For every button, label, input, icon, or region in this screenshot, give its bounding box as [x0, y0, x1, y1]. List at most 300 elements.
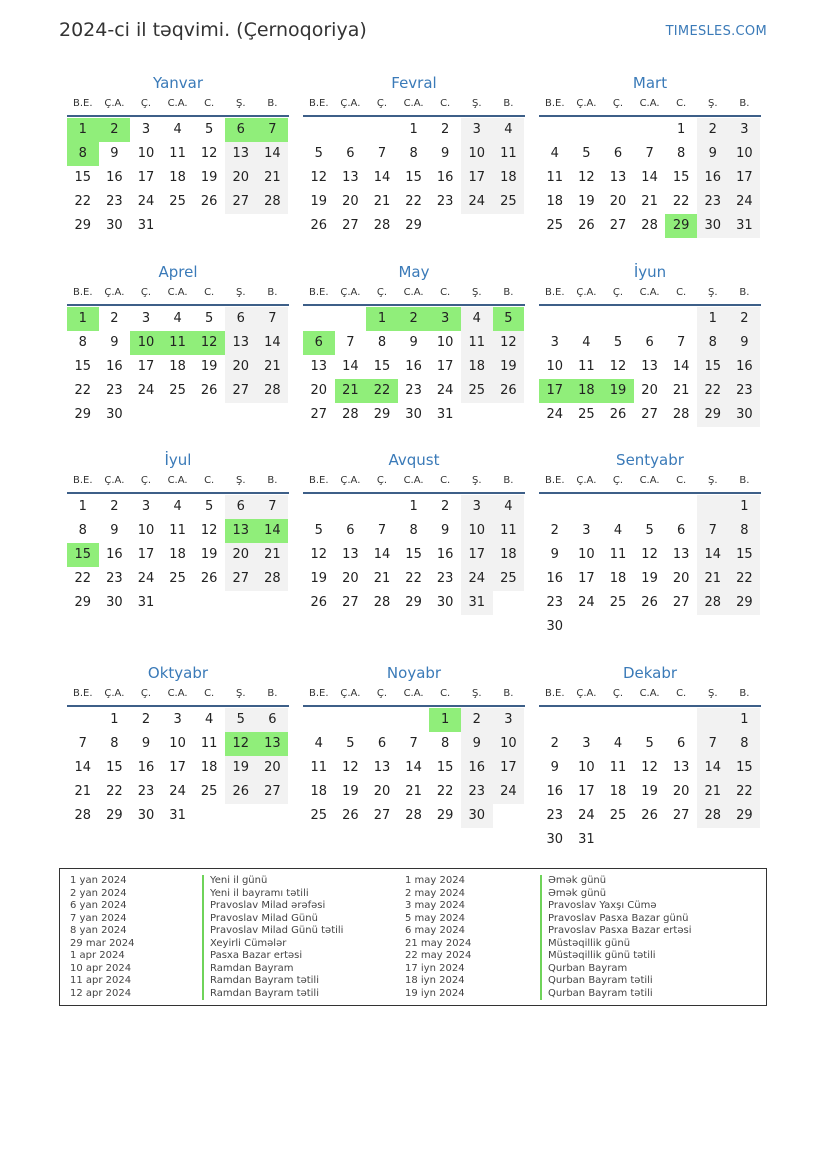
- weekday-label: C.: [440, 475, 451, 486]
- day-cell: 20: [342, 571, 359, 586]
- empty-cell: [602, 307, 634, 331]
- day-cell: 20: [342, 194, 359, 209]
- empty-cell: [602, 708, 634, 732]
- legend-names-left: [202, 875, 343, 1000]
- empty-cell: [335, 708, 367, 732]
- day-cell: 4: [493, 118, 525, 142]
- empty-cell: [634, 118, 666, 142]
- day-cell: 4: [493, 495, 525, 519]
- day-cell: 29: [405, 218, 422, 233]
- day-cell: 10: [546, 359, 564, 374]
- day-cell: 7: [78, 736, 87, 751]
- day-cell: 20: [672, 784, 690, 799]
- day-cell: 5: [645, 736, 654, 751]
- day-cell: 21: [405, 784, 422, 799]
- brand-link[interactable]: TIMESLES.COM: [665, 24, 767, 39]
- legend-date: 5 may 2024: [405, 912, 465, 924]
- day-cell: 28: [405, 808, 422, 823]
- day-cell: 23: [436, 194, 454, 209]
- empty-cell: [67, 708, 99, 732]
- day-cell: 8: [110, 736, 119, 751]
- day-cell: 13: [342, 170, 359, 185]
- day-cell: 18: [493, 543, 525, 567]
- day-cell: 13: [225, 331, 257, 355]
- day-cell: 30: [461, 804, 493, 828]
- weekday-header: [303, 683, 525, 707]
- day-cell: 11: [169, 523, 186, 538]
- empty-cell: [335, 495, 367, 519]
- day-cell: 3: [141, 122, 151, 137]
- day-cell: 22: [729, 780, 761, 804]
- month-name: Yanvar: [152, 74, 204, 92]
- day-cell: 31: [137, 218, 155, 233]
- weekday-header: [303, 282, 525, 306]
- day-cell: 17: [137, 170, 155, 185]
- day-cell: 28: [342, 407, 359, 422]
- day-cell: 15: [405, 170, 422, 185]
- day-cell: 13: [257, 732, 289, 756]
- day-cell: 2: [550, 523, 559, 538]
- day-cell: 22: [106, 784, 123, 799]
- day-cell: 7: [677, 335, 686, 350]
- day-cell: 24: [461, 190, 493, 214]
- day-cell: 30: [106, 218, 123, 233]
- day-cell: 25: [609, 808, 627, 823]
- legend-date: 2 yan 2024: [70, 887, 127, 899]
- legend-holiday-name: Pravoslav Milad Günü: [202, 913, 343, 926]
- weekday-label: B.E.: [309, 98, 329, 109]
- day-cell: 29: [729, 591, 761, 615]
- day-cell: 16: [461, 756, 493, 780]
- day-cell: 5: [645, 523, 654, 538]
- weekday-label: Ç.A.: [340, 287, 361, 298]
- day-cell: 10: [493, 732, 525, 756]
- day-cell: 12: [578, 170, 595, 185]
- weekday-label: Ş.: [236, 287, 246, 298]
- day-cell: 23: [106, 383, 123, 398]
- day-cell: 27: [641, 407, 658, 422]
- day-cell: 16: [729, 355, 761, 379]
- day-cell: 30: [546, 832, 564, 847]
- weekday-label: Ç.A.: [104, 475, 125, 486]
- month-block: [539, 262, 761, 427]
- day-cell: 18: [493, 166, 525, 190]
- day-grid: [303, 708, 525, 828]
- weekday-label: Ş.: [708, 688, 718, 699]
- day-cell: 28: [697, 804, 729, 828]
- weekday-label: Ç.A.: [576, 475, 597, 486]
- day-cell: 12: [641, 547, 658, 562]
- day-cell: 2: [550, 736, 559, 751]
- day-cell: 14: [342, 359, 359, 374]
- day-cell: 23: [137, 784, 155, 799]
- day-cell: 31: [729, 214, 761, 238]
- day-cell: 5: [314, 146, 323, 161]
- day-cell: 1: [110, 712, 119, 727]
- day-cell: 19: [602, 379, 634, 403]
- day-cell: 8: [377, 335, 387, 350]
- empty-cell: [303, 495, 335, 519]
- weekday-label: C.: [204, 688, 215, 699]
- weekday-label: C.: [440, 98, 451, 109]
- day-cell: 27: [342, 595, 359, 610]
- weekday-label: C.A.: [639, 688, 660, 699]
- day-cell: 1: [729, 708, 761, 732]
- day-cell: 9: [110, 335, 119, 350]
- empty-cell: [697, 495, 729, 519]
- day-cell: 15: [405, 547, 422, 562]
- day-cell: 8: [409, 523, 418, 538]
- weekday-header: [539, 93, 761, 117]
- day-cell: 1: [677, 122, 686, 137]
- weekday-label: B.: [503, 287, 514, 298]
- day-cell: 20: [225, 166, 257, 190]
- day-cell: 1: [366, 307, 398, 331]
- weekday-label: Ç.: [376, 98, 388, 109]
- empty-cell: [634, 708, 666, 732]
- day-cell: 26: [641, 595, 658, 610]
- day-cell: 11: [200, 736, 218, 751]
- day-cell: 24: [137, 571, 155, 586]
- day-cell: 21: [697, 567, 729, 591]
- day-cell: 21: [74, 784, 92, 799]
- weekday-label: C.: [204, 475, 215, 486]
- day-cell: 1: [78, 499, 87, 514]
- day-cell: 15: [729, 756, 761, 780]
- legend-holiday-name: Müstəqillik günü: [540, 938, 691, 951]
- holiday-legend: [59, 868, 767, 1006]
- day-cell: 14: [74, 760, 92, 775]
- weekday-label: Ç.: [612, 287, 624, 298]
- day-cell: 14: [697, 543, 729, 567]
- day-cell: 9: [141, 736, 151, 751]
- day-cell: 7: [645, 146, 654, 161]
- day-cell: 21: [672, 383, 690, 398]
- weekday-label: Ş.: [236, 98, 246, 109]
- day-cell: 11: [461, 331, 493, 355]
- day-cell: 3: [729, 118, 761, 142]
- day-cell: 17: [461, 166, 493, 190]
- legend-holiday-name: Pravoslav Milad Günü tətili: [202, 925, 343, 938]
- day-cell: 13: [342, 547, 359, 562]
- legend-holiday-name: Əmək günü: [540, 888, 691, 901]
- day-cell: 18: [571, 379, 603, 403]
- day-cell: 29: [436, 808, 454, 823]
- day-cell: 12: [310, 547, 328, 562]
- legend-holiday-name: Ramdan Bayram: [202, 963, 343, 976]
- weekday-header: [539, 282, 761, 306]
- empty-cell: [539, 118, 571, 142]
- empty-cell: [539, 307, 571, 331]
- day-cell: 18: [461, 355, 493, 379]
- day-cell: 6: [645, 335, 654, 350]
- day-cell: 6: [225, 495, 257, 519]
- day-cell: 12: [310, 170, 328, 185]
- day-grid: [67, 708, 289, 828]
- empty-cell: [335, 118, 367, 142]
- weekday-label: B.E.: [309, 287, 329, 298]
- day-cell: 23: [461, 780, 493, 804]
- weekday-label: B.: [267, 475, 278, 486]
- legend-holiday-name: Pasxa Bazar ertəsi: [202, 950, 343, 963]
- day-cell: 14: [257, 519, 289, 543]
- empty-cell: [602, 495, 634, 519]
- day-cell: 25: [169, 571, 186, 586]
- day-cell: 8: [78, 523, 87, 538]
- day-cell: 5: [205, 122, 214, 137]
- day-cell: 26: [225, 780, 257, 804]
- weekday-label: Ç.: [140, 475, 152, 486]
- weekday-label: C.A.: [639, 287, 660, 298]
- day-cell: 12: [225, 732, 257, 756]
- day-cell: 23: [106, 571, 123, 586]
- day-cell: 15: [106, 760, 123, 775]
- weekday-label: Ç.: [140, 98, 152, 109]
- day-cell: 4: [205, 712, 214, 727]
- day-cell: 2: [141, 712, 151, 727]
- legend-names-right: [540, 875, 691, 1000]
- day-grid: [539, 307, 761, 427]
- day-cell: 14: [697, 756, 729, 780]
- day-cell: 5: [346, 736, 355, 751]
- day-cell: 5: [205, 311, 214, 326]
- weekday-label: Ş.: [236, 475, 246, 486]
- day-cell: 26: [310, 218, 328, 233]
- day-cell: 6: [225, 307, 257, 331]
- day-cell: 28: [257, 567, 289, 591]
- weekday-label: B.E.: [73, 98, 93, 109]
- weekday-label: B.: [503, 98, 514, 109]
- day-cell: 10: [729, 142, 761, 166]
- day-cell: 14: [373, 547, 391, 562]
- empty-cell: [366, 118, 398, 142]
- weekday-label: B.: [739, 475, 750, 486]
- day-cell: 31: [461, 591, 493, 615]
- day-cell: 7: [257, 118, 289, 142]
- empty-cell: [571, 307, 603, 331]
- day-cell: 7: [346, 335, 355, 350]
- day-cell: 31: [436, 407, 454, 422]
- legend-date: 1 may 2024: [405, 875, 465, 886]
- weekday-label: Ç.: [612, 688, 624, 699]
- day-cell: 26: [578, 218, 595, 233]
- day-cell: 2: [110, 311, 119, 326]
- day-cell: 26: [200, 194, 218, 209]
- day-cell: 12: [493, 331, 525, 355]
- day-cell: 15: [74, 359, 92, 374]
- day-cell: 3: [141, 311, 151, 326]
- legend-date: 18 iyn 2024: [405, 975, 465, 986]
- day-cell: 29: [729, 804, 761, 828]
- weekday-label: C.A.: [167, 688, 188, 699]
- day-cell: 4: [314, 736, 323, 751]
- day-cell: 17: [137, 359, 155, 374]
- legend-holiday-name: Yeni il günü: [202, 875, 343, 888]
- day-cell: 17: [578, 784, 595, 799]
- day-cell: 26: [310, 595, 328, 610]
- weekday-header: [67, 470, 289, 494]
- day-cell: 27: [225, 379, 257, 403]
- day-cell: 14: [257, 331, 289, 355]
- day-cell: 22: [436, 784, 454, 799]
- day-cell: 29: [74, 218, 92, 233]
- day-cell: 22: [74, 194, 92, 209]
- day-cell: 21: [641, 194, 658, 209]
- weekday-header: [303, 470, 525, 494]
- day-cell: 24: [578, 595, 595, 610]
- day-cell: 6: [257, 708, 289, 732]
- day-cell: 5: [582, 146, 591, 161]
- day-cell: 17: [578, 571, 595, 586]
- day-cell: 30: [697, 214, 729, 238]
- legend-date: 11 apr 2024: [70, 975, 132, 986]
- day-cell: 17: [539, 379, 571, 403]
- day-cell: 28: [672, 407, 690, 422]
- weekday-label: Ç.A.: [576, 688, 597, 699]
- day-cell: 13: [310, 359, 328, 374]
- day-cell: 9: [461, 732, 493, 756]
- day-cell: 29: [405, 595, 422, 610]
- day-cell: 10: [130, 331, 162, 355]
- day-cell: 17: [436, 359, 454, 374]
- day-cell: 2: [441, 499, 450, 514]
- empty-cell: [303, 307, 335, 331]
- day-cell: 19: [578, 194, 595, 209]
- day-grid: [303, 307, 525, 427]
- legend-holiday-name: Qurban Bayram tətili: [540, 975, 691, 988]
- day-cell: 24: [436, 383, 454, 398]
- day-cell: 11: [162, 331, 194, 355]
- weekday-label: Ş.: [472, 688, 482, 699]
- legend-dates-left: [70, 875, 135, 1000]
- day-cell: 29: [373, 407, 391, 422]
- day-cell: 10: [461, 142, 493, 166]
- day-cell: 7: [409, 736, 418, 751]
- day-cell: 8: [729, 732, 761, 756]
- month-block: [303, 262, 525, 427]
- weekday-label: Ş.: [472, 475, 482, 486]
- weekday-label: Ç.: [612, 475, 624, 486]
- day-cell: 8: [409, 146, 418, 161]
- weekday-label: C.A.: [639, 98, 660, 109]
- legend-date: 21 may 2024: [405, 937, 472, 949]
- weekday-label: Ç.: [140, 287, 152, 298]
- day-cell: 14: [257, 142, 289, 166]
- day-cell: 23: [546, 595, 564, 610]
- day-cell: 13: [225, 142, 257, 166]
- day-cell: 11: [493, 519, 525, 543]
- day-cell: 26: [609, 407, 627, 422]
- day-cell: 16: [546, 571, 564, 586]
- day-cell: 3: [461, 495, 493, 519]
- day-cell: 5: [225, 708, 257, 732]
- day-cell: 13: [225, 519, 257, 543]
- day-cell: 14: [672, 359, 690, 374]
- day-cell: 22: [366, 379, 398, 403]
- day-cell: 5: [493, 307, 525, 331]
- day-cell: 27: [310, 407, 328, 422]
- day-cell: 21: [373, 571, 391, 586]
- day-cell: 10: [578, 547, 595, 562]
- weekday-label: C.: [676, 98, 687, 109]
- day-cell: 31: [578, 832, 595, 847]
- day-cell: 20: [609, 194, 627, 209]
- weekday-label: C.: [676, 475, 687, 486]
- day-cell: 20: [373, 784, 391, 799]
- day-cell: 30: [106, 407, 123, 422]
- day-cell: 15: [74, 170, 92, 185]
- day-cell: 20: [225, 543, 257, 567]
- weekday-label: C.: [440, 688, 451, 699]
- weekday-label: B.: [739, 287, 750, 298]
- day-cell: 3: [582, 736, 591, 751]
- month-block: [539, 663, 761, 852]
- day-cell: 2: [441, 122, 450, 137]
- day-cell: 27: [342, 218, 359, 233]
- legend-dates-right: [405, 875, 471, 1000]
- day-cell: 2: [729, 307, 761, 331]
- day-cell: 16: [436, 547, 454, 562]
- day-cell: 12: [193, 331, 225, 355]
- day-cell: 3: [550, 335, 559, 350]
- legend-holiday-name: Əmək günü: [540, 875, 691, 888]
- weekday-header: [67, 683, 289, 707]
- day-cell: 6: [613, 146, 623, 161]
- day-cell: 16: [436, 170, 454, 185]
- day-cell: 26: [200, 383, 218, 398]
- day-cell: 30: [729, 403, 761, 427]
- weekday-label: C.A.: [403, 688, 424, 699]
- day-cell: 25: [169, 383, 186, 398]
- day-cell: 4: [461, 307, 493, 331]
- legend-date: 1 yan 2024: [70, 875, 127, 886]
- empty-cell: [303, 118, 335, 142]
- day-cell: 17: [729, 166, 761, 190]
- legend-holiday-name: Pravoslav Pasxa Bazar ertəsi: [540, 925, 691, 938]
- day-cell: 28: [257, 190, 289, 214]
- day-cell: 16: [405, 359, 422, 374]
- day-cell: 9: [550, 547, 559, 562]
- day-cell: 29: [697, 403, 729, 427]
- weekday-label: B.E.: [545, 688, 565, 699]
- month-name: İyun: [633, 263, 667, 281]
- legend-holiday-name: Qurban Bayram tətili: [540, 988, 691, 1001]
- day-cell: 19: [225, 756, 257, 780]
- day-cell: 23: [405, 383, 422, 398]
- day-cell: 22: [672, 194, 690, 209]
- day-cell: 14: [373, 170, 391, 185]
- day-cell: 8: [441, 736, 450, 751]
- day-cell: 12: [609, 359, 627, 374]
- legend-holiday-name: Qurban Bayram: [540, 963, 691, 976]
- day-cell: 21: [257, 166, 289, 190]
- month-block: [67, 73, 289, 238]
- month-name: May: [398, 263, 430, 281]
- legend-date: 10 apr 2024: [70, 962, 132, 974]
- month-block: [539, 450, 761, 639]
- day-cell: 12: [200, 146, 218, 161]
- day-cell: 9: [441, 523, 450, 538]
- weekday-label: C.A.: [167, 287, 188, 298]
- day-cell: 18: [200, 760, 218, 775]
- day-cell: 19: [200, 359, 218, 374]
- day-cell: 15: [373, 359, 391, 374]
- day-cell: 4: [613, 736, 623, 751]
- weekday-label: Ç.A.: [340, 98, 361, 109]
- weekday-label: B.: [503, 688, 514, 699]
- day-cell: 27: [672, 808, 690, 823]
- legend-holiday-name: Yeni il bayramı tətili: [202, 888, 343, 901]
